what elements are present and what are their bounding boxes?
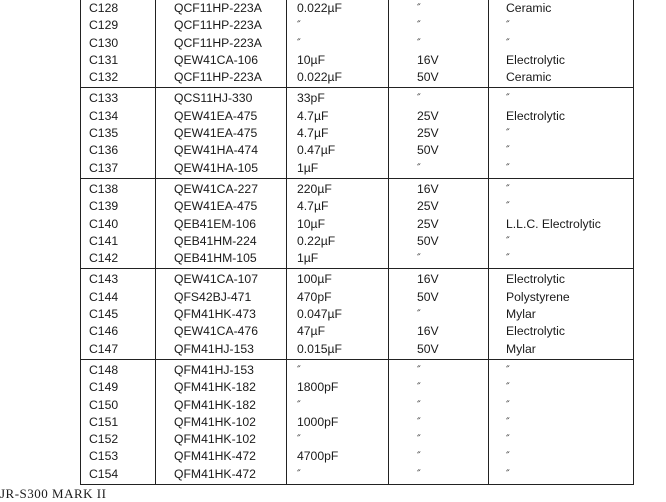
value-cell: 0.015µF	[297, 341, 342, 356]
remark-cell: Electrolytic	[506, 272, 565, 287]
remark-cell: ″	[506, 364, 510, 376]
voltage-cell: ″	[417, 253, 421, 265]
voltage-cell: ″	[417, 468, 421, 480]
remark-cell: Electrolytic	[506, 52, 565, 67]
table-row	[81, 250, 633, 267]
table-row	[81, 181, 633, 198]
reference-cell: C133	[89, 91, 119, 106]
table-row	[81, 431, 633, 448]
remark-cell: ″	[506, 145, 510, 157]
part-number-cell: QEB41EM-106	[174, 216, 256, 231]
remark-cell: Mylar	[506, 307, 536, 322]
part-number-cell: QFM41HK-472	[174, 449, 256, 464]
row-group	[81, 359, 633, 484]
value-cell: ″	[297, 434, 301, 446]
part-number-cell: QEW41CA-227	[174, 181, 258, 196]
table-row	[81, 271, 633, 288]
voltage-cell: 25V	[417, 216, 439, 231]
remark-cell: Electrolytic	[506, 324, 565, 339]
value-cell: 0.022µF	[297, 70, 342, 85]
value-cell: ″	[297, 20, 301, 32]
reference-cell: C137	[89, 160, 119, 175]
part-number-cell: QEW41HA-474	[174, 143, 258, 158]
value-cell: 47µF	[297, 324, 326, 339]
voltage-cell: ″	[417, 434, 421, 446]
table-row	[81, 0, 633, 17]
remark-cell: L.L.C. Electrolytic	[506, 216, 601, 231]
part-number-cell: QFM41HK-182	[174, 380, 256, 395]
remark-cell: ″	[506, 416, 510, 428]
table-row	[81, 466, 633, 483]
reference-cell: C139	[89, 199, 119, 214]
table-row	[81, 198, 633, 215]
remark-cell: ″	[506, 20, 510, 32]
voltage-cell: 50V	[417, 70, 439, 85]
value-cell: ″	[297, 364, 301, 376]
table-row	[81, 341, 633, 358]
part-number-cell: QFM41HK-102	[174, 414, 256, 429]
reference-cell: C138	[89, 181, 119, 196]
remark-cell: ″	[506, 183, 510, 195]
table-row	[81, 414, 633, 431]
remark-cell: Ceramic	[506, 1, 552, 15]
voltage-cell: 25V	[417, 108, 439, 123]
part-number-cell: QFM41HK-102	[174, 432, 256, 447]
value-cell: 1000pF	[297, 414, 339, 429]
voltage-cell: ″	[417, 416, 421, 428]
value-cell: 4.7µF	[297, 199, 329, 214]
voltage-cell: ″	[417, 309, 421, 321]
value-cell: 0.22µF	[297, 233, 336, 248]
reference-cell: C129	[89, 18, 119, 33]
value-cell: 1800pF	[297, 380, 339, 395]
reference-cell: C134	[89, 108, 119, 123]
table-row	[81, 108, 633, 125]
table-row	[81, 233, 633, 250]
reference-cell: C152	[89, 432, 119, 447]
part-number-cell: QFM41HK-472	[174, 466, 256, 481]
part-number-cell: QEW41CA-106	[174, 52, 258, 67]
value-cell: 4.7µF	[297, 108, 329, 123]
reference-cell: C144	[89, 289, 119, 304]
voltage-cell: ″	[417, 162, 421, 174]
reference-cell: C142	[89, 251, 119, 266]
table-row	[81, 323, 633, 340]
part-number-cell: QFM41HK-473	[174, 307, 256, 322]
part-number-cell: QFM41HJ-153	[174, 362, 254, 377]
remark-cell: Electrolytic	[506, 108, 565, 123]
table-row	[81, 52, 633, 69]
row-group	[81, 268, 633, 358]
part-number-cell: QCF11HP-223A	[174, 1, 262, 15]
reference-cell: C149	[89, 380, 119, 395]
reference-cell: C145	[89, 307, 119, 322]
remark-cell: ″	[506, 37, 510, 49]
reference-cell: C130	[89, 35, 119, 50]
remark-cell: ″	[506, 201, 510, 213]
remark-cell: ″	[506, 128, 510, 140]
value-cell: 1µF	[297, 251, 319, 266]
reference-cell: C141	[89, 233, 119, 248]
value-cell: 4.7µF	[297, 126, 329, 141]
remark-cell: ″	[506, 162, 510, 174]
table-row	[81, 142, 633, 159]
voltage-cell: 50V	[417, 233, 439, 248]
table-row	[81, 125, 633, 142]
value-cell: ″	[297, 37, 301, 49]
part-number-cell: QCF11HP-223A	[174, 18, 262, 33]
part-number-cell: QEB41HM-105	[174, 251, 257, 266]
reference-cell: C132	[89, 70, 119, 85]
value-cell: 0.047µF	[297, 307, 342, 322]
value-cell: 4700pF	[297, 449, 339, 464]
part-number-cell: QCS11HJ-330	[174, 91, 253, 106]
reference-cell: C153	[89, 449, 119, 464]
voltage-cell: ″	[417, 93, 421, 105]
remark-cell: ″	[506, 434, 510, 446]
part-number-cell: QEW41CA-476	[174, 324, 258, 339]
value-cell: ″	[297, 468, 301, 480]
table-row	[81, 160, 633, 177]
reference-cell: C151	[89, 414, 119, 429]
reference-cell: C140	[89, 216, 119, 231]
reference-cell: C128	[89, 1, 119, 15]
part-number-cell: QFM41HJ-153	[174, 341, 254, 356]
voltage-cell: ″	[417, 451, 421, 463]
reference-cell: C136	[89, 143, 119, 158]
value-cell: 0.022µF	[297, 1, 342, 15]
voltage-cell: 25V	[417, 126, 439, 141]
part-number-cell: QFS42BJ-471	[174, 289, 252, 304]
remark-cell: ″	[506, 93, 510, 105]
reference-cell: C146	[89, 324, 119, 339]
remark-cell: Ceramic	[506, 70, 552, 85]
value-cell: 0.47µF	[297, 143, 336, 158]
voltage-cell: ″	[417, 364, 421, 376]
value-cell: ″	[297, 399, 301, 411]
value-cell: 100µF	[297, 272, 332, 287]
reference-cell: C148	[89, 362, 119, 377]
reference-cell: C147	[89, 341, 119, 356]
value-cell: 1µF	[297, 160, 319, 175]
row-group	[81, 178, 633, 268]
table-row	[81, 397, 633, 414]
remark-cell: ″	[506, 451, 510, 463]
remark-cell: ″	[506, 382, 510, 394]
remark-cell: ″	[506, 468, 510, 480]
table-row	[81, 90, 633, 107]
remark-cell: ″	[506, 399, 510, 411]
voltage-cell: 16V	[417, 272, 439, 287]
value-cell: 10µF	[297, 52, 326, 67]
table-row	[81, 306, 633, 323]
part-number-cell: QCF11HP-223A	[174, 35, 262, 50]
voltage-cell: ″	[417, 382, 421, 394]
value-cell: 470pF	[297, 289, 332, 304]
voltage-cell: ″	[417, 20, 421, 32]
voltage-cell: 16V	[417, 52, 439, 67]
row-group	[81, 0, 633, 87]
voltage-cell: 50V	[417, 341, 439, 356]
table-row	[81, 379, 633, 396]
value-cell: 33pF	[297, 91, 325, 106]
part-number-cell: QEW41EA-475	[174, 199, 258, 214]
table-row	[81, 35, 633, 52]
remark-cell: ″	[506, 235, 510, 247]
model-footer: JR-S300 MARK II	[0, 486, 107, 501]
table-row	[81, 289, 633, 306]
remark-cell: ″	[506, 253, 510, 265]
value-cell: 10µF	[297, 216, 326, 231]
voltage-cell: 50V	[417, 143, 439, 158]
voltage-cell: ″	[417, 399, 421, 411]
row-group	[81, 87, 633, 177]
part-number-cell: QEW41CA-107	[174, 272, 258, 287]
value-cell: 220µF	[297, 181, 332, 196]
reference-cell: C143	[89, 272, 119, 287]
voltage-cell: 50V	[417, 289, 439, 304]
voltage-cell: ″	[417, 37, 421, 49]
voltage-cell: ″	[417, 3, 421, 14]
reference-cell: C150	[89, 397, 119, 412]
remark-cell: Polystyrene	[506, 289, 570, 304]
table-row	[81, 69, 633, 86]
table-row	[81, 448, 633, 465]
voltage-cell: 16V	[417, 181, 439, 196]
table-row	[81, 362, 633, 379]
part-number-cell: QEW41HA-105	[174, 160, 258, 175]
reference-cell: C135	[89, 126, 119, 141]
part-number-cell: QEW41EA-475	[174, 108, 258, 123]
remark-cell: Mylar	[506, 341, 536, 356]
part-number-cell: QEB41HM-224	[174, 233, 257, 248]
table-row	[81, 17, 633, 34]
parts-list-table	[80, 0, 634, 485]
reference-cell: C154	[89, 466, 119, 481]
part-number-cell: QCF11HP-223A	[174, 70, 262, 85]
voltage-cell: 16V	[417, 324, 439, 339]
part-number-cell: QFM41HK-182	[174, 397, 256, 412]
table-row	[81, 216, 633, 233]
part-number-cell: QEW41EA-475	[174, 126, 258, 141]
reference-cell: C131	[89, 52, 119, 67]
voltage-cell: 25V	[417, 199, 439, 214]
